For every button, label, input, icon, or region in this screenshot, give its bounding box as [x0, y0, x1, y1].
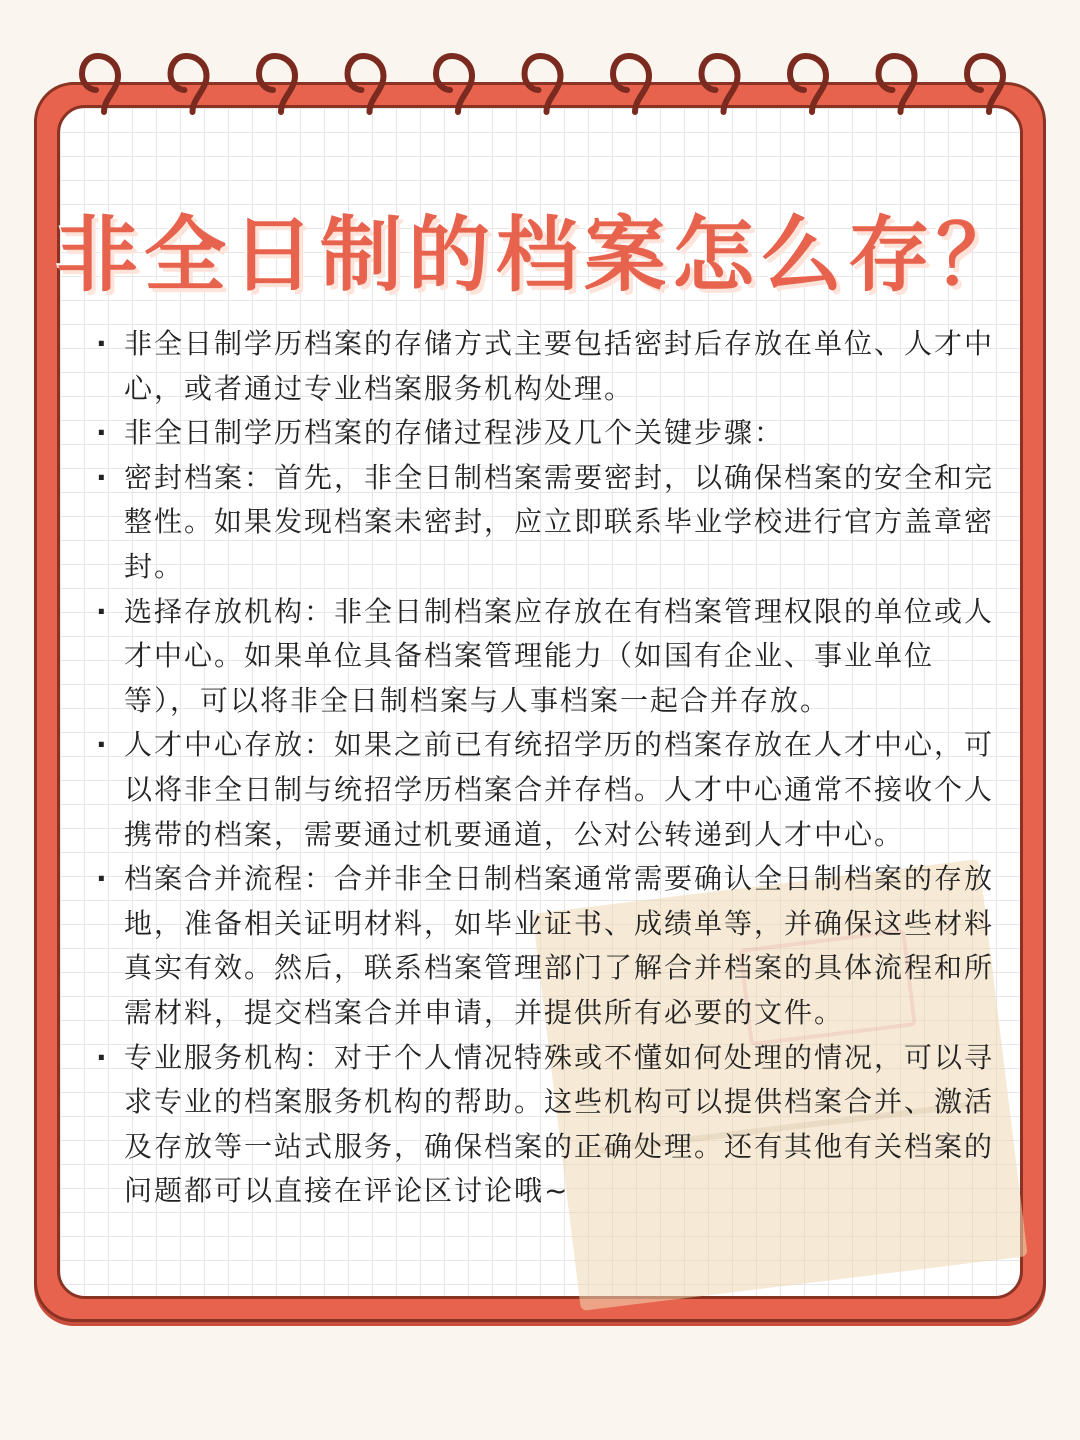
list-item-text: 档案合并流程：合并非全日制档案通常需要确认全日制档案的存放地，准备相关证明材料，如毕业证书、成绩单等，并确保这些材料真实有效。然后，联系档案管理部门了解合并档案的具体流程和所需材料，提交档案合并申请，并提供所有必要的文件。 [124, 862, 995, 1029]
ring-icon [259, 56, 295, 112]
ring-icon [82, 56, 118, 112]
list-item [96, 723, 1006, 857]
list-item [96, 1036, 1006, 1214]
list-item [96, 456, 1006, 590]
list-item-text: 非全日制学历档案的存储过程涉及几个关键步骤： [124, 416, 785, 450]
ring-icon [436, 56, 472, 112]
bullet: · [96, 460, 109, 494]
ring-icon [525, 56, 561, 112]
spiral-rings-icon [0, 52, 1080, 122]
bullet: · [96, 862, 109, 896]
list-item [96, 857, 1006, 1035]
list-item [96, 590, 1006, 724]
content-list [96, 322, 1006, 1214]
ring-icon [702, 56, 738, 112]
list-item-text: 人才中心存放：如果之前已有统招学历的档案存放在人才中心，可以将非全日制与统招学历档案合并存档。人才中心通常不接收个人携带的档案，需要通过机要通道，公对公转递到人才中心。 [124, 728, 995, 851]
page-title: 非全日制的档案怎么存？ [55, 208, 1024, 303]
list-item-text: 非全日制学历档案的存储方式主要包括密封后存放在单位、人才中心，或者通过专业档案服务机构处理。 [124, 327, 995, 405]
bullet: · [96, 1040, 109, 1074]
ring-icon [790, 56, 826, 112]
list-item-text: 选择存放机构：非全日制档案应存放在有档案管理权限的单位或人才中心。如果单位具备档案管理能力（如国有企业、事业单位等），可以将非全日制档案与人事档案一起合并存放。 [124, 594, 995, 717]
ring-icon [613, 56, 649, 112]
bullet: · [96, 728, 109, 762]
bullet: · [96, 327, 109, 360]
ring-icon [879, 56, 915, 112]
list-item [96, 322, 1006, 411]
bullet: · [96, 594, 109, 628]
ring-icon [967, 56, 1003, 112]
list-item [96, 411, 1006, 456]
ring-icon [348, 56, 384, 112]
list-item-text: 密封档案：首先，非全日制档案需要密封，以确保档案的安全和完整性。如果发现档案未密封，应立即联系毕业学校进行官方盖章密封。 [124, 460, 995, 583]
ring-icon [171, 56, 207, 112]
bullet: · [96, 416, 109, 450]
list-item-text: 专业服务机构：对于个人情况特殊或不懂如何处理的情况，可以寻求专业的档案服务机构的帮助。这些机构可以提供档案合并、激活及存放等一站式服务，确保档案的正确处理。还有其他有关档案的问题都可以直接在评论区讨论哦~ [124, 1040, 995, 1208]
